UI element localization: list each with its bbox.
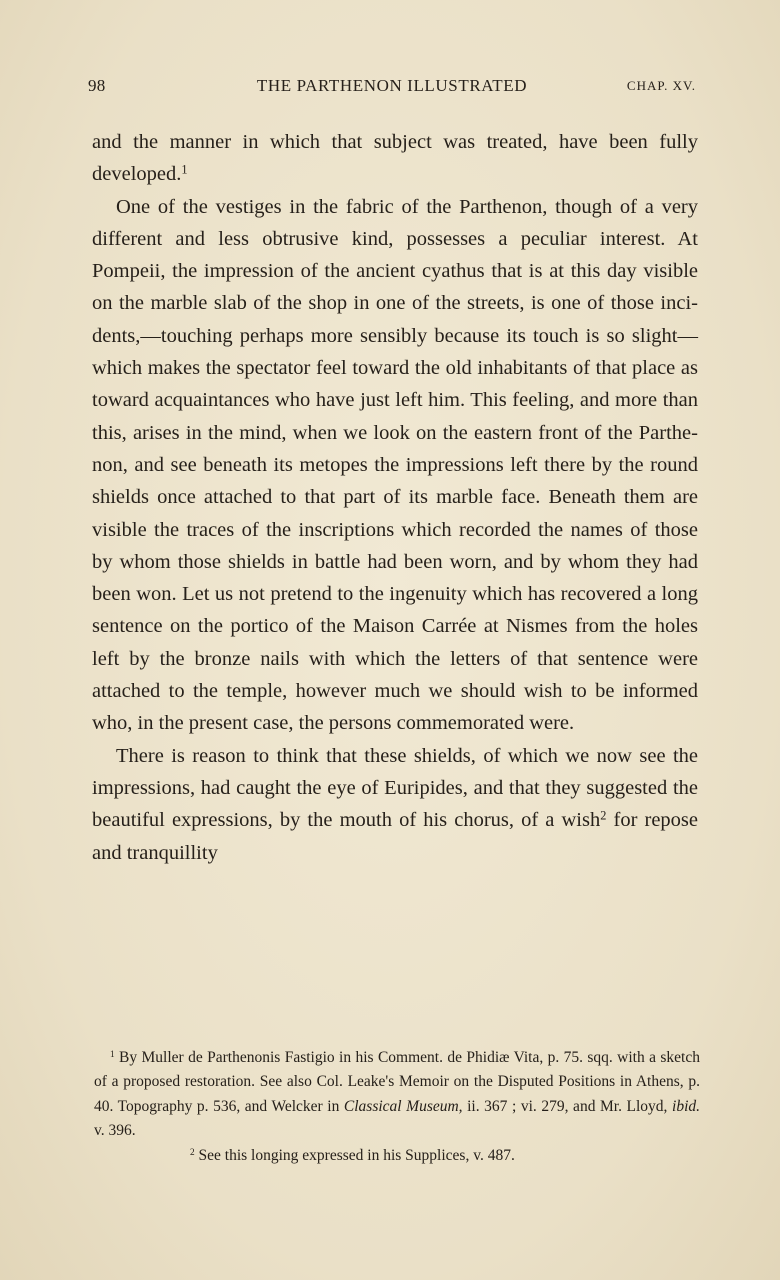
chapter-label: CHAP. XV. [626, 78, 696, 93]
paragraph-1-text: and the manner in which that subject was treated, have been fully developed. [92, 131, 698, 186]
paragraph-3-text-a: There is reason to think that these shields, of which we now see the impressions, had caught the eye of Euripides, and that they suggested the beautiful expressions, by the mouth of his chorus, of a wish [92, 744, 698, 832]
paragraph-3-text-b: for repose and tranquillity [92, 809, 698, 864]
footnote-1-italic-a: Classical Museum, [343, 1097, 463, 1115]
footnote-1-italic-b: ibid. [672, 1097, 701, 1115]
footnote-2-marker: 2 [190, 1147, 195, 1158]
paragraph-2: One of the vestiges in the fabric of the Parthenon, though of a very different and less obtrusive kind, possesses a peculiar interest. At Pompeii, the impression of the ancient cyathus that is at this day visible on the marble slab of the shop in one of the streets, is one of those incidents,—touching perhaps more sensibly because its touch is so slight—which makes the spectator feel toward the old inhabitants of that place as toward acquaintances who have just left him. This feeling, and more than this, arises in the mind, when we look on the eastern front of the Parthenon, and see beneath its metopes the impressions left there by the round shields once attached to that part of its marble face. Beneath them are visible the traces of the inscriptions which recorded the names of those by whom those shields in battle had been worn, and by whom they had been won. Let us not pretend to the ingenuity which has recovered a long sentence on the portico of the Maison Carrée at Nismes from the holes left by the bronze nails with which the letters of that sentence were attached to the temple, however much we should wish to be informed who, in the present case, the persons commemorated were. [92, 195, 698, 735]
footnote-2-text: See this longing expressed in his Supplices, v. 487. [194, 1146, 515, 1164]
paragraph-3 [92, 740, 698, 869]
footnote-1-marker: 1 [110, 1049, 115, 1060]
footnote-1-text-c: v. 396. [94, 1122, 136, 1140]
running-title: THE PARTHENON ILLUSTRATED [256, 76, 528, 95]
running-header [88, 76, 696, 100]
footnote-1-text-a: By Muller de Parthenonis Fastigio in his Comment. de Phidiæ Vita, p. 75. sqq. with a sketch of a proposed restoration. See also Col. Leake's Memoir on the Disputed Positions in Athens, p. 40. Topography p. 536, and Welcker in [94, 1049, 700, 1115]
footnotes [94, 1046, 700, 1168]
footnote-2 [94, 1144, 700, 1168]
body-text [92, 126, 698, 869]
footnote-ref-1: 1 [181, 162, 188, 177]
paragraph-continued [92, 126, 698, 191]
footnote-1-text-b: ii. 367 ; vi. 279, and Mr. Lloyd, [462, 1097, 673, 1115]
footnote-ref-2: 2 [600, 808, 607, 823]
footnote-1 [94, 1046, 700, 1144]
page-number: 98 [88, 76, 106, 95]
